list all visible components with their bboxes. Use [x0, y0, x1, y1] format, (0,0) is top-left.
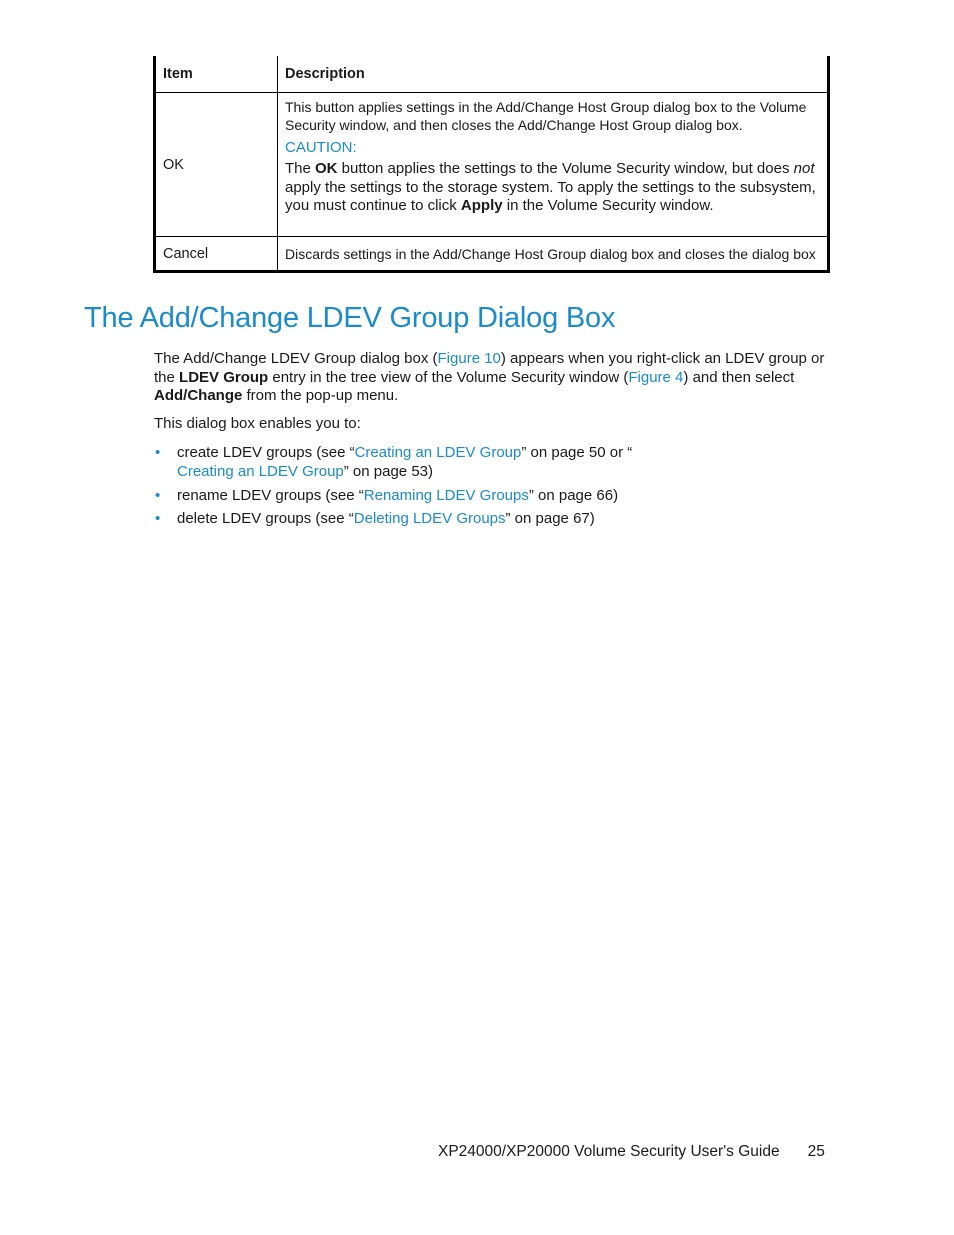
column-header-item: Item: [156, 56, 278, 92]
bullet-icon: •: [155, 486, 161, 504]
page-footer: [438, 1143, 825, 1161]
figure-4-link[interactable]: Figure 4: [628, 368, 684, 386]
caution-label: CAUTION:: [285, 139, 357, 156]
list-item: • delete LDEV groups (see “Deleting LDEV Groups” on page 67): [155, 510, 595, 527]
ldev-group-emphasis: LDEV Group: [179, 368, 269, 386]
row-item-ok: OK: [156, 93, 278, 236]
page-number: 25: [807, 1143, 825, 1160]
column-header-description: Description: [285, 66, 365, 82]
row-description-cancel: Discards settings in the Add/Change Host Group dialog box and closes the dialog box: [285, 245, 816, 262]
add-change-emphasis: Add/Change: [154, 387, 243, 404]
enables-text: This dialog box enables you to:: [154, 415, 361, 432]
row-item-cancel: Cancel: [156, 237, 278, 270]
table-header-row: [156, 56, 827, 93]
renaming-ldev-groups-link[interactable]: Renaming LDEV Groups: [363, 486, 529, 504]
guide-title: XP24000/XP20000 Volume Security User's Guide: [438, 1143, 780, 1160]
deleting-ldev-groups-link[interactable]: Deleting LDEV Groups: [353, 510, 506, 527]
row-description-ok: [278, 93, 827, 236]
apply-emphasis: Apply: [460, 197, 503, 214]
caution-text: The OK button applies the settings to the Volume Security window, but does not apply the settings to the storage system. To apply the settings to the subsystem, you must continue to click Apply in the Volume Security window.: [285, 160, 816, 214]
table-row: [156, 237, 827, 270]
section-heading: The Add/Change LDEV Group Dialog Box: [84, 302, 616, 334]
not-emphasis: not: [793, 160, 815, 177]
bullet-icon: •: [155, 510, 161, 527]
creating-ldev-group-link-2[interactable]: Creating an LDEV Group: [177, 463, 344, 480]
list-item: • rename LDEV groups (see “Renaming LDEV Groups” on page 66): [155, 486, 619, 504]
creating-ldev-group-link[interactable]: Creating an LDEV Group: [354, 444, 522, 461]
intro-paragraph: The Add/Change LDEV Group dialog box (Figure 10) appears when you right-click an LDEV group or the LDEV Group entry in the tree view of the Volume Security window (Figure 4) and then select Add/Change from the pop-up menu.: [154, 350, 825, 404]
table-row: [156, 93, 827, 237]
capabilities-list: [154, 443, 814, 533]
ok-emphasis: OK: [315, 160, 338, 177]
ok-description-text: This button applies settings in the Add/Change Host Group dialog box to the Volume Security window, and then closes the Add/Change Host Group dialog box.: [285, 99, 807, 133]
list-item: • create LDEV groups (see “Creating an LDEV Group” on page 50 or “ Creating an LDEV Group” on page 53): [155, 444, 633, 480]
figure-10-link[interactable]: Figure 10: [437, 350, 501, 367]
settings-table: [153, 56, 830, 273]
bullet-icon: •: [155, 444, 161, 461]
